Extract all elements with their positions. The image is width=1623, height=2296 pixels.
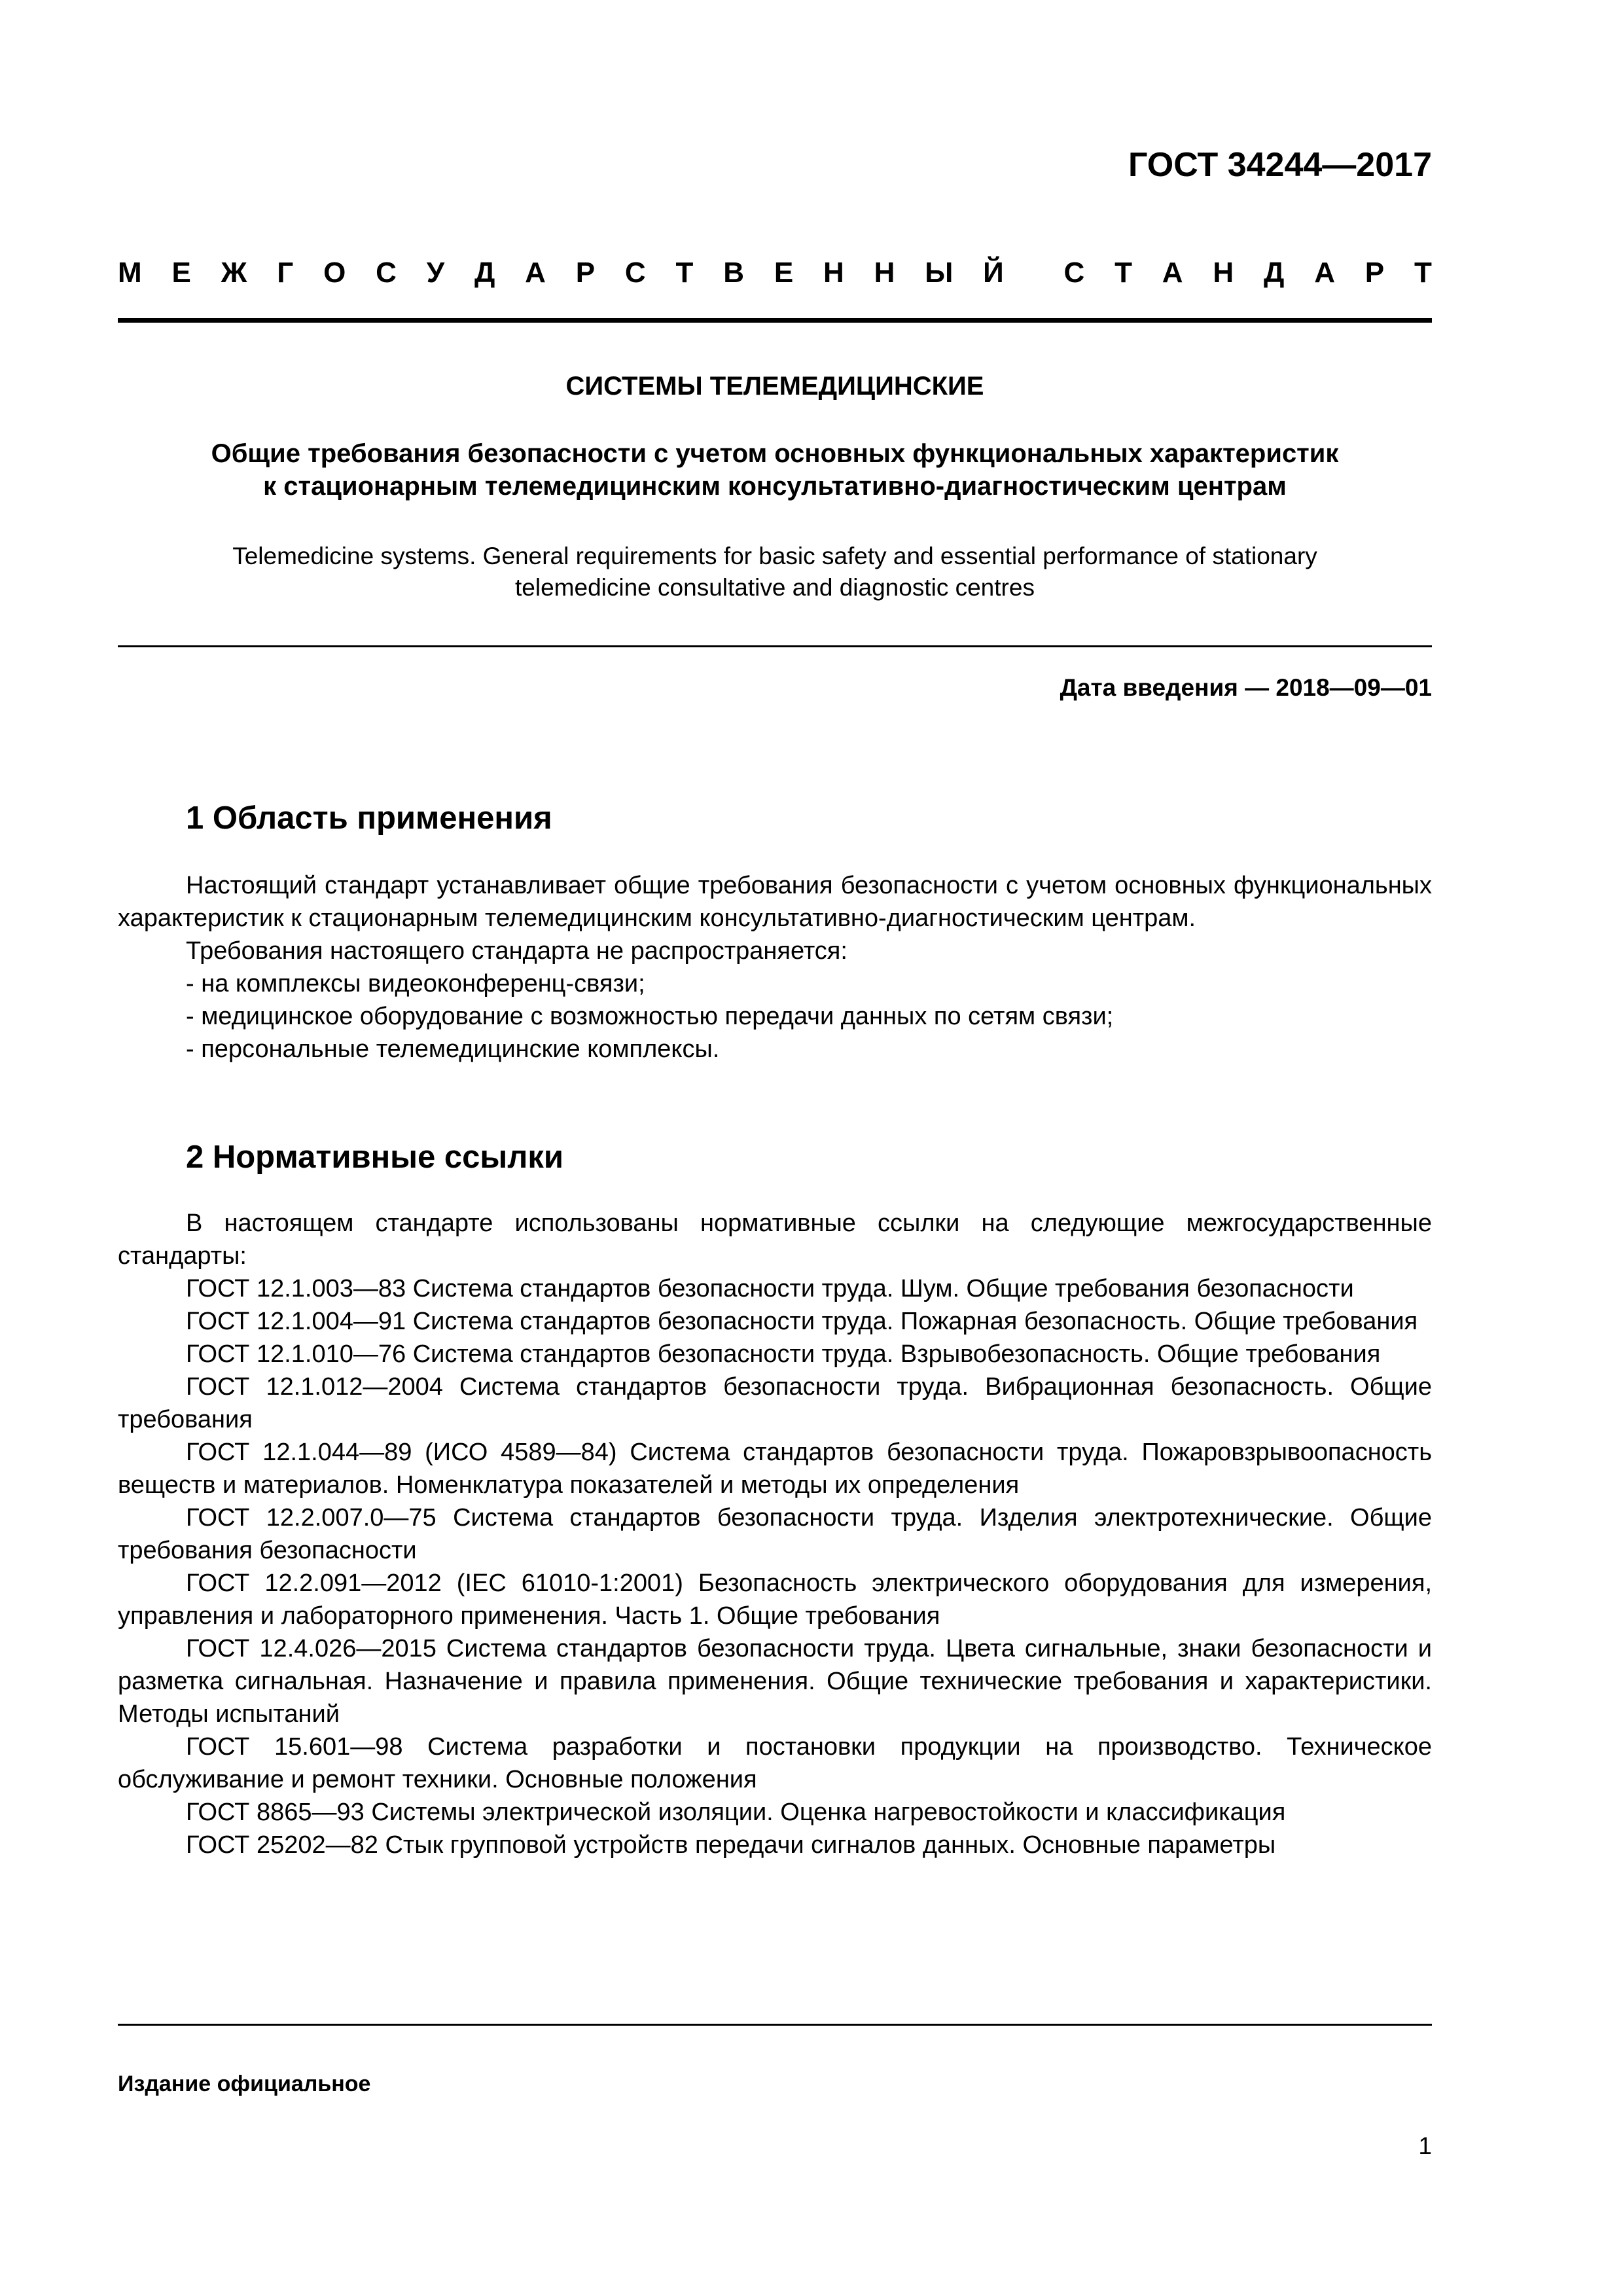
heading-letter: Н	[823, 257, 844, 289]
section-1-heading: 1 Область применения	[186, 800, 552, 836]
heading-letter: А	[1162, 257, 1183, 289]
scope-paragraph: Настоящий стандарт устанавливает общие требования безопасности с учетом основных функциональных характеристик к стационарным телемедицинским консультативно-диагностическим центрам.	[118, 872, 1432, 932]
document-subtitle	[118, 437, 1432, 503]
section-1-body	[118, 869, 1432, 1066]
reference-title: Система стандартов безопасности труда. Шум. Общие требования безопасности	[412, 1275, 1354, 1302]
exclusions-intro: Требования настоящего стандарта не распространяется:	[186, 937, 847, 965]
reference-item	[118, 1829, 1432, 1861]
reference-title: Стык групповой устройств передачи сигналов данных. Основные параметры	[385, 1831, 1276, 1859]
heading-letter: Н	[1213, 257, 1234, 289]
reference-title: Система стандартов безопасности труда. Пожарная безопасность. Общие требования	[412, 1308, 1418, 1335]
subtitle-line-2: к стационарным телемедицинским консультативно-диагностическим центрам	[263, 472, 1287, 501]
heading-letter: О	[323, 257, 346, 289]
header-rule	[118, 318, 1432, 323]
reference-title: Система стандартов безопасности труда. Вибрационная безопасность. Общие требования	[118, 1373, 1432, 1433]
heading-letter: Е	[774, 257, 794, 289]
heading-letter: Г	[277, 257, 294, 289]
footer-rule	[118, 2024, 1432, 2026]
document-title: СИСТЕМЫ ТЕЛЕМЕДИЦИНСКИЕ	[565, 372, 984, 401]
english-title	[118, 541, 1432, 603]
heading-letter: Т	[675, 257, 694, 289]
reference-title: Безопасность электрического оборудования для измерения, управления и лабораторного применения. Часть 1. Общие требования	[118, 1570, 1433, 1630]
heading-letter: Ы	[925, 257, 954, 289]
page-number: 1	[1418, 2132, 1432, 2159]
heading-letter: Н	[874, 257, 895, 289]
heading-letter: У	[426, 257, 445, 289]
reference-code: ГОСТ 8865—93	[186, 1799, 365, 1826]
heading-letter: Т	[1414, 257, 1432, 289]
english-title-line-2: telemedicine consultative and diagnostic centres	[515, 574, 1035, 601]
reference-item	[118, 1796, 1432, 1829]
title-rule	[118, 645, 1432, 647]
section-2-body	[118, 1207, 1432, 1861]
reference-code: ГОСТ 12.1.004—91	[186, 1308, 406, 1335]
heading-letter: Р	[1364, 257, 1385, 289]
section-2-heading: 2 Нормативные ссылки	[186, 1139, 563, 1175]
heading-letter: В	[723, 257, 745, 289]
standard-type-heading	[118, 257, 1432, 289]
reference-item	[118, 1338, 1432, 1371]
reference-title: Система стандартов безопасности труда. Цвета сигнальные, знаки безопасности и разметка сигнальная. Назначение и правила применения. Общие технические требования и характеристики. Методы испытаний	[118, 1635, 1433, 1728]
reference-item	[118, 1305, 1432, 1338]
heading-letter: Й	[983, 257, 1004, 289]
exclusion-item-1: - на комплексы видеоконференц-связи;	[186, 970, 645, 997]
heading-letter: А	[525, 257, 546, 289]
heading-letter: Д	[474, 257, 495, 289]
reference-title: Система разработки и постановки продукции на производство. Техническое обслуживание и ремонт техники. Основные положения	[118, 1733, 1432, 1793]
reference-code: ГОСТ 12.1.003—83	[186, 1275, 406, 1302]
reference-title: Система стандартов безопасности труда. Взрывобезопасность. Общие требования	[412, 1340, 1381, 1368]
heading-letter: С	[1063, 257, 1085, 289]
exclusion-item-2: - медицинское оборудование с возможностью передачи данных по сетям связи;	[186, 1003, 1114, 1030]
reference-code: ГОСТ 12.2.091—2012 (IEC 61010-1:2001)	[186, 1570, 683, 1597]
subtitle-line-1: Общие требования безопасности с учетом основных функциональных характеристик	[211, 439, 1339, 468]
reference-item	[118, 1501, 1432, 1567]
reference-item	[118, 1731, 1432, 1796]
introduction-date: Дата введения — 2018—09—01	[1060, 674, 1432, 701]
heading-letter: А	[1314, 257, 1335, 289]
reference-title: Система стандартов безопасности труда. Изделия электротехнические. Общие требования безопасности	[118, 1504, 1433, 1564]
reference-item	[118, 1272, 1432, 1305]
official-edition-label: Издание официальное	[118, 2072, 371, 2096]
reference-item	[118, 1567, 1432, 1632]
reference-title: Система стандартов безопасности труда. Пожаровзрывоопасность веществ и материалов. Номенклатура показателей и методы их определения	[118, 1439, 1433, 1499]
reference-code: ГОСТ 15.601—98	[186, 1733, 403, 1761]
reference-item	[118, 1436, 1432, 1501]
heading-letter: Т	[1115, 257, 1132, 289]
heading-letter: Ж	[221, 257, 247, 289]
heading-letter: Д	[1264, 257, 1285, 289]
english-title-line-1: Telemedicine systems. General requirements for basic safety and essential performance of stationary	[232, 543, 1317, 569]
reference-code: ГОСТ 12.4.026—2015	[186, 1635, 437, 1662]
exclusion-item-3: - персональные телемедицинские комплексы.	[186, 1035, 720, 1063]
heading-letter: С	[624, 257, 646, 289]
heading-letter: Е	[171, 257, 191, 289]
document-number: ГОСТ 34244—2017	[1128, 146, 1432, 184]
reference-code: ГОСТ 25202—82	[186, 1831, 378, 1859]
reference-item	[118, 1371, 1432, 1436]
heading-letter: Р	[575, 257, 596, 289]
reference-code: ГОСТ 12.1.044—89 (ИСО 4589—84)	[186, 1439, 617, 1466]
reference-code: ГОСТ 12.2.007.0—75	[186, 1504, 437, 1532]
reference-item	[118, 1632, 1432, 1731]
reference-title: Системы электрической изоляции. Оценка нагревостойкости и классификация	[371, 1799, 1286, 1826]
heading-letter: М	[118, 257, 142, 289]
heading-letter: С	[376, 257, 397, 289]
reference-code: ГОСТ 12.1.010—76	[186, 1340, 406, 1368]
references-intro: В настоящем стандарте использованы нормативные ссылки на следующие межгосударственные стандарты:	[118, 1210, 1432, 1270]
reference-code: ГОСТ 12.1.012—2004	[186, 1373, 443, 1401]
